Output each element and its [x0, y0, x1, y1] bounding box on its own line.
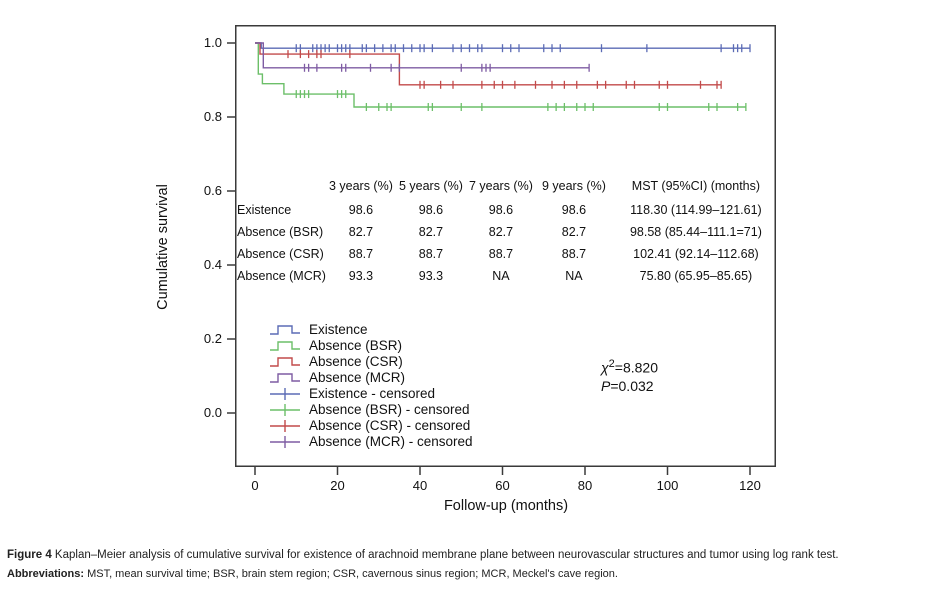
figure-caption-label: Figure 4: [7, 549, 52, 561]
table-cell: 82.7: [488, 225, 514, 239]
x-tick-label: 0: [251, 478, 259, 493]
stats-annotation: [601, 355, 658, 395]
table-cell: 88.7: [418, 247, 444, 261]
table-cell: 98.58 (85.44–111.1=71): [629, 225, 762, 239]
legend-step-icon: [268, 338, 304, 353]
legend-label: Existence - censored: [309, 385, 436, 401]
table-cell: 88.7: [348, 247, 374, 261]
survival-table: [237, 173, 780, 287]
legend-censored-icon: [268, 418, 304, 433]
chi-square-line: $\chi^2=8.820$: [601, 358, 658, 376]
legend-item: [268, 433, 473, 449]
legend: [268, 321, 473, 449]
table-cell: 118.30 (114.99–121.61): [630, 203, 762, 217]
abbreviations-text: MST, mean survival time; BSR, brain stem region; CSR, cavernous sinus region; MCR, Meckel's cave region.: [84, 568, 618, 580]
abbreviations-label: Abbreviations:: [7, 568, 85, 580]
legend-item: [268, 401, 473, 417]
table-row-label: Existence: [237, 203, 292, 217]
table-row: [237, 221, 780, 243]
survival-table-grid: [237, 173, 780, 287]
table-row: [237, 265, 780, 287]
table-row-label: Absence (CSR): [237, 247, 324, 261]
table-cell: 93.3: [418, 269, 444, 283]
legend-label: Absence (CSR): [309, 353, 403, 369]
table-header-cell: 9 years (%): [541, 179, 606, 193]
y-tick-label: 0.0: [203, 405, 222, 420]
legend-censored-icon: [268, 402, 304, 417]
table-cell: 88.7: [561, 247, 587, 261]
legend-label: Absence (MCR) - censored: [309, 433, 473, 449]
figure-abbreviations: [7, 568, 931, 580]
table-header-cell: [237, 173, 326, 199]
legend-label: Absence (CSR) - censored: [309, 417, 471, 433]
legend-label: Existence: [309, 321, 368, 337]
table-header-cell: MST (95%CI) (months): [631, 179, 761, 193]
table-row: [237, 243, 780, 265]
x-tick-label: 100: [656, 478, 679, 493]
legend-label: Absence (MCR): [309, 369, 406, 385]
table-cell: 98.6: [561, 203, 587, 217]
table-cell: 98.6: [488, 203, 514, 217]
y-tick-label: 0.2: [203, 331, 222, 346]
legend-item: [268, 369, 473, 385]
y-tick-label: 1.0: [203, 35, 222, 50]
table-cell: 75.80 (65.95–85.65): [639, 269, 753, 283]
table-header-cell: 7 years (%): [468, 179, 533, 193]
legend-step-icon: [268, 370, 304, 385]
legend-censored-icon: [268, 434, 304, 449]
p-value-line: P=0.032: [601, 377, 654, 394]
figure-caption-text: Kaplan–Meier analysis of cumulative survival for existence of arachnoid membrane plane between neurovascular structures and tumor using log rank test.: [51, 549, 839, 561]
x-tick-label: 40: [412, 478, 428, 493]
y-tick-label: 0.4: [203, 257, 222, 272]
table-cell: 93.3: [348, 269, 374, 283]
y-axis-title: Cumulative survival: [155, 184, 171, 310]
legend-step-icon: [268, 322, 304, 337]
km-curve-absence-bsr: [255, 43, 746, 107]
figure-caption: [7, 549, 931, 561]
table-cell: 98.6: [348, 203, 374, 217]
table-cell: 88.7: [488, 247, 514, 261]
table-row: [237, 199, 780, 221]
legend-item: [268, 337, 473, 353]
table-cell: NA: [492, 269, 510, 283]
table-cell: 82.7: [348, 225, 374, 239]
x-axis-title: Follow-up (months): [443, 498, 569, 514]
legend-item: [268, 385, 473, 401]
legend-label: Absence (BSR) - censored: [309, 401, 470, 417]
table-header-cell: 3 years (%): [328, 179, 393, 193]
legend-item: [268, 353, 473, 369]
y-tick-label: 0.8: [203, 109, 222, 124]
x-tick-label: 80: [577, 478, 593, 493]
table-header-cell: 5 years (%): [398, 179, 463, 193]
legend-step-icon: [268, 354, 304, 369]
legend-censored-icon: [268, 386, 304, 401]
table-cell: 98.6: [418, 203, 444, 217]
x-tick-label: 60: [495, 478, 510, 493]
table-cell: 82.7: [561, 225, 587, 239]
y-tick-label: 0.6: [203, 183, 222, 198]
table-cell: NA: [565, 269, 583, 283]
legend-label: Absence (BSR): [309, 337, 403, 353]
legend-item: [268, 321, 473, 337]
table-cell: 102.41 (92.14–112.68): [633, 247, 759, 261]
table-cell: 82.7: [418, 225, 444, 239]
legend-item: [268, 417, 473, 433]
table-row-label: Absence (BSR): [237, 225, 324, 239]
table-row-label: Absence (MCR): [237, 269, 326, 283]
x-tick-label: 20: [330, 478, 345, 493]
x-tick-label: 120: [739, 478, 761, 493]
